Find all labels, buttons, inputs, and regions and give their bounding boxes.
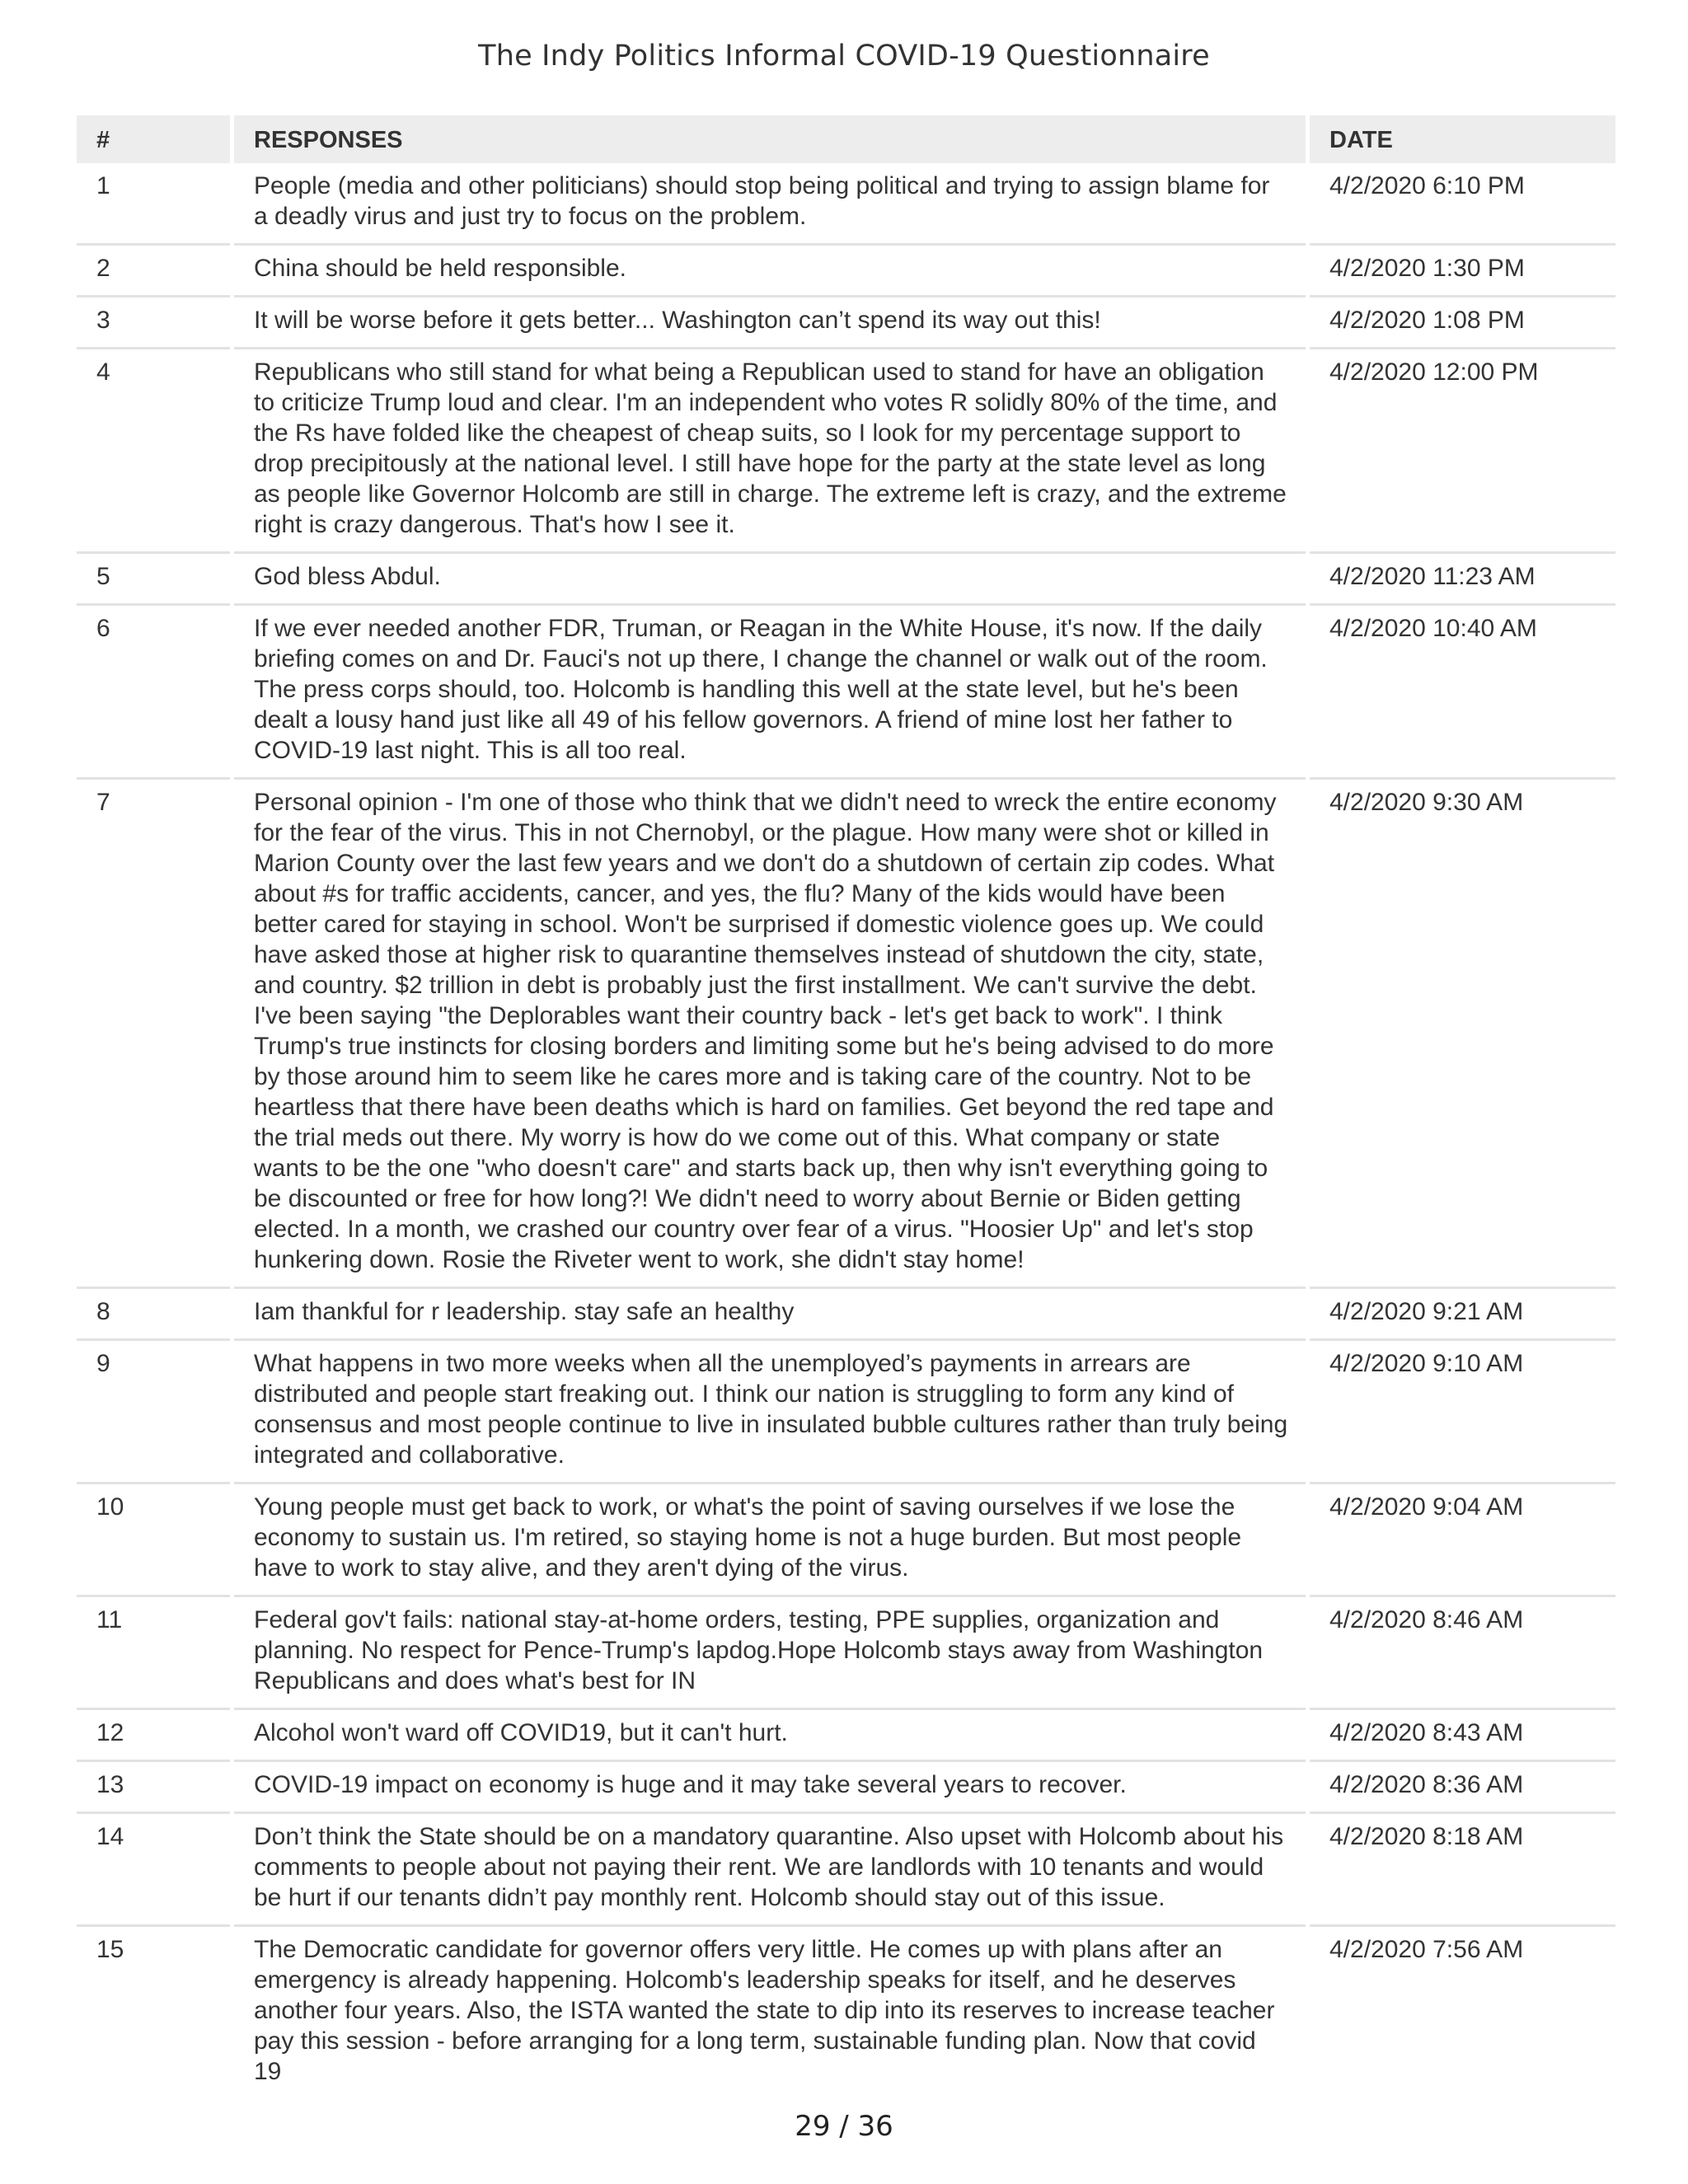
row-number: 12 bbox=[77, 1710, 230, 1762]
row-number: 5 bbox=[77, 554, 230, 606]
row-number: 11 bbox=[77, 1597, 230, 1710]
row-response: God bless Abdul. bbox=[234, 554, 1306, 606]
page-number: 29 / 36 bbox=[795, 2110, 893, 2143]
row-response: COVID-19 impact on economy is huge and it may take several years to recover. bbox=[234, 1762, 1306, 1814]
table-row bbox=[77, 780, 1615, 1289]
header-number: # bbox=[77, 115, 230, 163]
row-date: 4/2/2020 9:10 AM bbox=[1310, 1341, 1615, 1484]
row-number: 6 bbox=[77, 606, 230, 780]
row-number: 9 bbox=[77, 1341, 230, 1484]
table-row bbox=[77, 1927, 1615, 2098]
row-response: It will be worse before it gets better... Washington can’t spend its way out this! bbox=[234, 298, 1306, 349]
responses-table bbox=[77, 115, 1615, 2098]
table-row bbox=[77, 1289, 1615, 1341]
row-response: If we ever needed another FDR, Truman, or Reagan in the White House, it's now. If the daily briefing comes on and Dr. Fauci's not up there, I change the channel or walk out of the room. The press corps should, too. Holcomb is handling this well at the state level, but he's been dealt a lousy hand just like all 49 of his fellow governors. A friend of mine lost her father to COVID-19 last night. This is all too real. bbox=[234, 606, 1306, 780]
row-number: 15 bbox=[96, 1936, 124, 1963]
table-row bbox=[77, 298, 1615, 349]
row-date: 4/2/2020 11:23 AM bbox=[1310, 554, 1615, 606]
row-response: Republicans who still stand for what being a Republican used to stand for have an obligation to criticize Trump loud and clear. I'm an independent who votes R solidly 80% of the time, and the Rs have folded like the cheapest of cheap suits, so I look for my percentage support to drop precipitously at the national level. I still have hope for the party at the state level as long as people like Governor Holcomb are still in charge. The extreme left is crazy, and the extreme right is crazy dangerous. That's how I see it. bbox=[234, 349, 1306, 554]
row-date: 4/2/2020 6:10 PM bbox=[1310, 163, 1615, 246]
row-number: 14 bbox=[77, 1814, 230, 1927]
row-response: Alcohol won't ward off COVID19, but it can't hurt. bbox=[234, 1710, 1306, 1762]
row-date: 4/2/2020 1:30 PM bbox=[1310, 246, 1615, 298]
row-response: The Democratic candidate for governor offers very little. He comes up with plans after an emergency is already happening. Holcomb's leadership speaks for itself, and he deserves another four years. Also, the ISTA wanted the state to dip into its reserves to increase teacher pay this session - before arranging for a long term, sustainable funding plan. Now that covid 19 bbox=[254, 1936, 1275, 2085]
row-response: Iam thankful for r leadership. stay safe an healthy bbox=[234, 1289, 1306, 1341]
row-response: China should be held responsible. bbox=[234, 246, 1306, 298]
row-number: 4 bbox=[77, 349, 230, 554]
table-row bbox=[77, 1597, 1615, 1710]
row-date: 4/2/2020 9:04 AM bbox=[1310, 1484, 1615, 1597]
row-date: 4/2/2020 10:40 AM bbox=[1310, 606, 1615, 780]
row-date: 4/2/2020 8:18 AM bbox=[1310, 1814, 1615, 1927]
row-response: Young people must get back to work, or what's the point of saving ourselves if we lose the economy to sustain us. I'm retired, so staying home is not a huge burden. But most people have to work to stay alive, and they aren't dying of the virus. bbox=[234, 1484, 1306, 1597]
row-number: 2 bbox=[77, 246, 230, 298]
row-number: 1 bbox=[77, 163, 230, 246]
row-number: 3 bbox=[77, 298, 230, 349]
table-row bbox=[77, 1814, 1615, 1927]
row-response: Personal opinion - I'm one of those who think that we didn't need to wreck the entire economy for the fear of the virus. This in not Chernobyl, or the plague. How many were shot or killed in Marion County over the last few years and we don't do a shutdown of certain zip codes. What about #s for traffic accidents, cancer, and yes, the flu? Many of the kids would have been better cared for staying in school. Won't be surprised if domestic violence goes up. We could have asked those at higher risk to quarantine themselves instead of shutdown the city, state, and country. $2 trillion in debt is probably just the first installment. We can't survive the debt. I've been saying "the Deplorables want their country back - let's get back to work". I think Trump's true instincts for closing borders and limiting some but he's being advised to do more by those around him to seem like he cares more and is taking care of the country. Not to be heartless that there have been deaths which is hard on families. Get beyond the red tape and the trial meds out there. My worry is how do we come out of this. What company or state wants to be the one "who doesn't care" and starts back up, then why isn't everything going to be discounted or free for how long?! We didn't need to worry about Bernie or Biden getting elected. In a month, we crashed our country over fear of a virus. "Hoosier Up" and let's stop hunkering down. Rosie the Riveter went to work, she didn't stay home! bbox=[234, 780, 1306, 1289]
table-row bbox=[77, 554, 1615, 606]
row-response: Don’t think the State should be on a mandatory quarantine. Also upset with Holcomb about his comments to people about not paying their rent. We are landlords with 10 tenants and would be hurt if our tenants didn’t pay monthly rent. Holcomb should stay out of this issue. bbox=[234, 1814, 1306, 1927]
row-date: 4/2/2020 1:08 PM bbox=[1310, 298, 1615, 349]
table-row bbox=[77, 606, 1615, 780]
row-response: What happens in two more weeks when all the unemployed’s payments in arrears are distributed and people start freaking out. I think our nation is struggling to form any kind of consensus and most people continue to live in insulated bubble cultures rather than truly being integrated and collaborative. bbox=[234, 1341, 1306, 1484]
table-row bbox=[77, 1710, 1615, 1762]
row-number: 7 bbox=[77, 780, 230, 1289]
header-date: DATE bbox=[1310, 115, 1615, 163]
table-row bbox=[77, 349, 1615, 554]
table-row bbox=[77, 163, 1615, 246]
table-row bbox=[77, 246, 1615, 298]
header-responses: RESPONSES bbox=[234, 115, 1306, 163]
row-date: 4/2/2020 9:21 AM bbox=[1310, 1289, 1615, 1341]
table-header-row bbox=[77, 115, 1615, 163]
row-number: 8 bbox=[77, 1289, 230, 1341]
row-date: 4/2/2020 8:46 AM bbox=[1310, 1597, 1615, 1710]
row-date: 4/2/2020 8:43 AM bbox=[1310, 1710, 1615, 1762]
table-row bbox=[77, 1484, 1615, 1597]
row-number: 13 bbox=[77, 1762, 230, 1814]
row-number: 10 bbox=[77, 1484, 230, 1597]
row-date: 4/2/2020 12:00 PM bbox=[1310, 349, 1615, 554]
row-date: 4/2/2020 7:56 AM bbox=[1329, 1936, 1524, 1963]
row-date: 4/2/2020 8:36 AM bbox=[1310, 1762, 1615, 1814]
row-response: Federal gov't fails: national stay-at-home orders, testing, PPE supplies, organization and planning. No respect for Pence-Trump's lapdog.Hope Holcomb stays away from Washington Republicans and does what's best for IN bbox=[234, 1597, 1306, 1710]
document-title: The Indy Politics Informal COVID-19 Questionnaire bbox=[478, 40, 1210, 73]
row-response: People (media and other politicians) should stop being political and trying to assign blame for a deadly virus and just try to focus on the problem. bbox=[234, 163, 1306, 246]
row-date: 4/2/2020 9:30 AM bbox=[1310, 780, 1615, 1289]
table-row bbox=[77, 1341, 1615, 1484]
table-row bbox=[77, 1762, 1615, 1814]
